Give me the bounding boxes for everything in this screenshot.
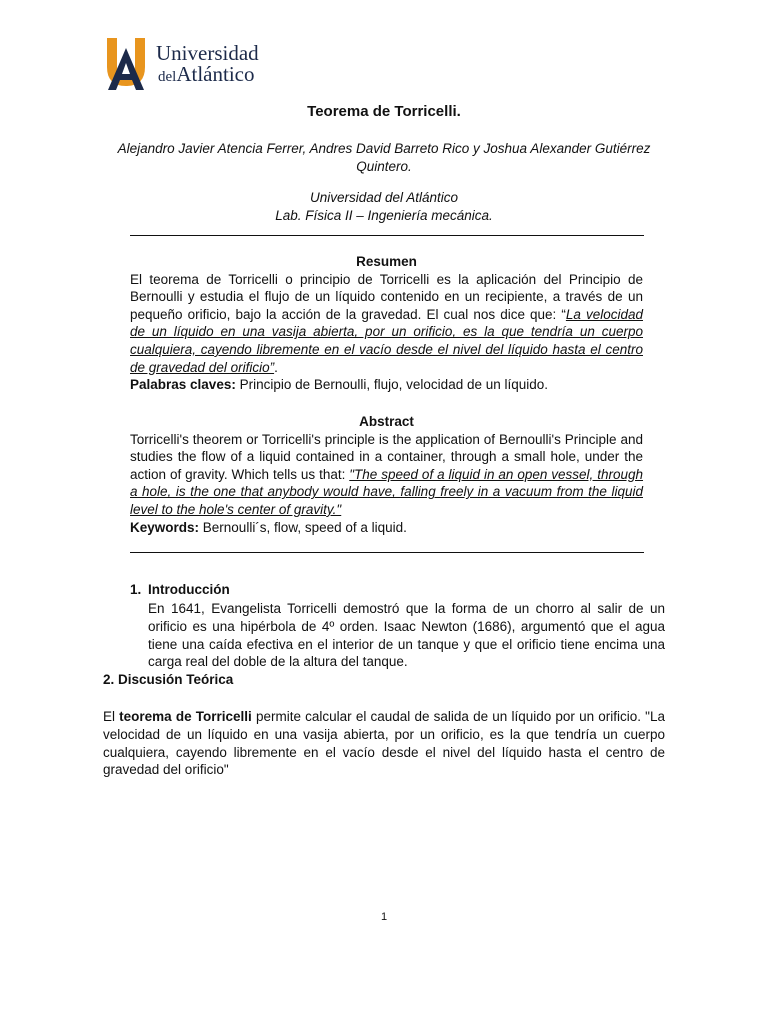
abstract-paragraph — [130, 431, 643, 519]
section-2-text-rest: permite calcular el caudal de salida de un líquido por un orificio. "La velocidad de un líquido en una vasija abierta, por un orificio, es la que tendría un cuerpo cualquiera, cayendo libremente en el vacío desde el nivel del líquido hasta el centro de gravedad del orificio" — [103, 709, 665, 778]
logo-wordmark — [156, 43, 259, 85]
resumen-paragraph — [130, 271, 643, 377]
page-number: 1 — [380, 911, 388, 923]
abstract-section — [130, 413, 643, 536]
resumen-text-end: . — [274, 359, 278, 375]
logo-atlantico: Atlántico — [176, 62, 255, 86]
abstract-keywords-label: Keywords: — [130, 519, 200, 535]
logo-line-universidad: Universidad — [156, 41, 259, 65]
divider-bottom — [130, 552, 644, 553]
ua-logo-mark-icon — [104, 36, 152, 92]
abstract-text: Torricelli's theorem or Torricelli's principle is the application of Bernoulli's Principle and studies the flow of a liquid contained in a container, through a small hole, under the action of gravity. Which tells us that: — [130, 431, 643, 482]
section-1-title: Introducción — [148, 582, 230, 597]
authors: Alejandro Javier Atencia Ferrer, Andres David Barreto Rico y Joshua Alexander Gutiérrez Quintero. — [117, 141, 651, 174]
logo-del: del — [158, 69, 177, 85]
section-2-bold-term: teorema de Torricelli — [119, 709, 252, 724]
resumen-section — [130, 253, 643, 394]
abstract-quote: "The speed of a liquid in an open vessel, through a hole, is the one that anybody would have, falling freely in a vacuum from the liquid level to the hole's center of gravity." — [130, 466, 644, 517]
resumen-keywords — [130, 376, 643, 394]
resumen-keywords-text: Principio de Bernoulli, flujo, velocidad de un líquido. — [235, 377, 549, 393]
logo-line-atlantico — [158, 64, 259, 85]
section-1-number: 1. — [130, 582, 142, 597]
abstract-keywords — [130, 519, 643, 537]
resumen-quote: La velocidad de un líquido en una vasija abierta, por un orificio, es la que tendría un cuerpo cualquiera, cayendo libremente en el vacío desde el nivel del líquido hasta el centro de gravedad del orificio” — [130, 306, 643, 375]
section-1-body: En 1641, Evangelista Torricelli demostró que la forma de un chorro al salir de un orificio es una hipérbola de 4º orden. Isaac Newton (1686), argumentó que el agua tiene una caída efectiva en el interior de un tanque y que el orificio tiene encima una carga real del doble de la altura del tanque. — [148, 601, 665, 670]
section-2-text-start: El — [103, 709, 120, 724]
paper-title: Teorema de Torricelli. — [307, 103, 461, 120]
university-logo — [104, 34, 274, 94]
abstract-heading: Abstract — [359, 414, 414, 429]
affiliation-line-2: Lab. Física II – Ingeniería mecánica. — [275, 208, 493, 223]
affiliation-line-1: Universidad del Atlántico — [309, 190, 459, 205]
divider-top — [130, 235, 644, 236]
resumen-text: El teorema de Torricelli o principio de Torricelli es la aplicación del Principio de Bernoulli y estudia el flujo de un líquido contenido en un recipiente, a través de un pequeño orificio, bajo la acción de la gravedad. El cual nos dice que: “ — [130, 271, 643, 322]
section-2-heading: 2. Discusión Teórica — [103, 672, 234, 687]
resumen-heading: Resumen — [356, 254, 417, 269]
abstract-keywords-text: Bernoulli´s, flow, speed of a liquid. — [199, 519, 407, 535]
section-2-body — [103, 708, 665, 779]
section-1-heading — [130, 582, 230, 597]
resumen-keywords-label: Palabras claves: — [130, 377, 236, 393]
affiliation — [110, 189, 658, 225]
